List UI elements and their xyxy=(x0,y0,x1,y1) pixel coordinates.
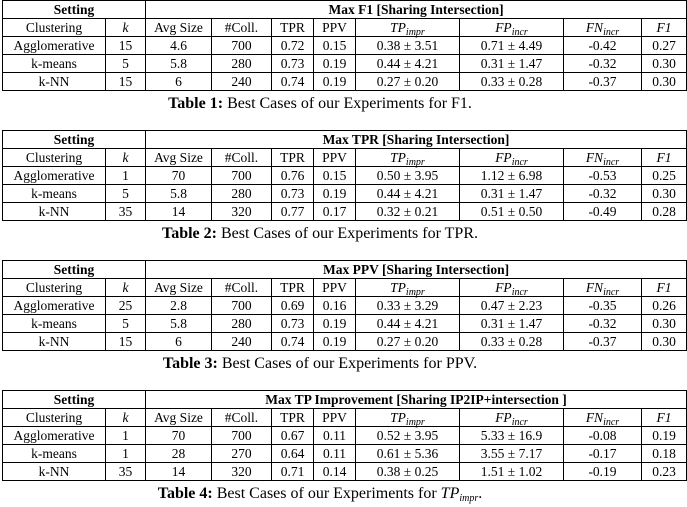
f1-cell: 0.30 xyxy=(642,315,687,333)
fn-incr-header: $FN_{incr}$ xyxy=(564,279,642,297)
ncoll-cell: 700 xyxy=(212,427,272,445)
tpr-cell: 0.69 xyxy=(272,297,314,315)
fn-incr-cell: -0.49 xyxy=(564,203,642,221)
k-cell: 1 xyxy=(106,445,146,463)
f1-cell: 0.25 xyxy=(642,167,687,185)
fp-incr-cell: 3.55 ± 7.17 xyxy=(460,445,564,463)
fp-incr-header: $FP_{incr}$ xyxy=(460,19,564,37)
fp-incr-header: $FP_{incr}$ xyxy=(460,279,564,297)
ncoll-header: #Coll. xyxy=(212,279,272,297)
tp-impr-cell: 0.32 ± 0.21 xyxy=(356,203,460,221)
fn-incr-header: $FN_{incr}$ xyxy=(564,409,642,427)
tp-impr-cell: 0.27 ± 0.20 xyxy=(356,333,460,351)
ncoll-cell: 700 xyxy=(212,37,272,55)
table-row xyxy=(3,427,687,445)
k-header: k xyxy=(106,409,146,427)
k-header: k xyxy=(106,149,146,167)
column-header-row xyxy=(3,279,687,297)
tp-impr-header: $TP_{impr}$ xyxy=(356,279,460,297)
avg-size-header: Avg Size xyxy=(146,409,212,427)
table-4-block xyxy=(0,390,676,504)
avg-size-cell: 14 xyxy=(146,203,212,221)
fn-incr-cell: -0.32 xyxy=(564,185,642,203)
ppv-header: PPV xyxy=(314,279,356,297)
tp-impr-cell: 0.27 ± 0.20 xyxy=(356,73,460,91)
setting-header: Setting xyxy=(3,391,146,409)
avg-size-cell: 5.8 xyxy=(146,55,212,73)
avg-size-header: Avg Size xyxy=(146,279,212,297)
table-row xyxy=(3,73,687,91)
ppv-cell: 0.19 xyxy=(314,333,356,351)
clustering-header: Clustering xyxy=(3,279,106,297)
tpr-header: TPR xyxy=(272,19,314,37)
table-title: Max F1 [Sharing Intersection] xyxy=(146,1,687,19)
k-cell: 15 xyxy=(106,37,146,55)
f1-cell: 0.18 xyxy=(642,445,687,463)
tp-impr-cell: 0.38 ± 0.25 xyxy=(356,463,460,481)
clustering-cell: Agglomerative xyxy=(3,427,106,445)
ncoll-cell: 280 xyxy=(212,185,272,203)
results-table-2 xyxy=(2,130,687,221)
fn-incr-cell: -0.19 xyxy=(564,463,642,481)
ncoll-cell: 320 xyxy=(212,203,272,221)
tp-impr-cell: 0.33 ± 3.29 xyxy=(356,297,460,315)
group-header-row xyxy=(3,391,687,409)
tpr-cell: 0.71 xyxy=(272,463,314,481)
f1-cell: 0.30 xyxy=(642,73,687,91)
column-header-row xyxy=(3,19,687,37)
fn-incr-header: $FN_{incr}$ xyxy=(564,19,642,37)
clustering-header: Clustering xyxy=(3,149,106,167)
avg-size-cell: 6 xyxy=(146,73,212,91)
f1-cell: 0.23 xyxy=(642,463,687,481)
f1-cell: 0.19 xyxy=(642,427,687,445)
ppv-cell: 0.11 xyxy=(314,445,356,463)
k-cell: 15 xyxy=(106,333,146,351)
f1-header: F1 xyxy=(642,19,687,37)
tp-impr-cell: 0.44 ± 4.21 xyxy=(356,55,460,73)
k-cell: 1 xyxy=(106,167,146,185)
fp-incr-cell: 0.71 ± 4.49 xyxy=(460,37,564,55)
fn-incr-cell: -0.37 xyxy=(564,73,642,91)
clustering-cell: k-NN xyxy=(3,333,106,351)
ncoll-cell: 700 xyxy=(212,297,272,315)
setting-header: Setting xyxy=(3,131,146,149)
results-table-4 xyxy=(2,390,687,481)
ppv-cell: 0.19 xyxy=(314,55,356,73)
table-2-block xyxy=(0,130,676,244)
f1-cell: 0.28 xyxy=(642,203,687,221)
tpr-cell: 0.64 xyxy=(272,445,314,463)
f1-cell: 0.30 xyxy=(642,55,687,73)
tpr-header: TPR xyxy=(272,279,314,297)
clustering-cell: k-NN xyxy=(3,463,106,481)
tp-impr-cell: 0.50 ± 3.95 xyxy=(356,167,460,185)
fn-incr-cell: -0.17 xyxy=(564,445,642,463)
ppv-cell: 0.15 xyxy=(314,37,356,55)
ppv-cell: 0.14 xyxy=(314,463,356,481)
fp-incr-header: $FP_{incr}$ xyxy=(460,149,564,167)
ncoll-cell: 240 xyxy=(212,73,272,91)
fn-incr-cell: -0.53 xyxy=(564,167,642,185)
tpr-header: TPR xyxy=(272,149,314,167)
f1-header: F1 xyxy=(642,279,687,297)
k-header: k xyxy=(106,279,146,297)
table-caption: Table 1: Best Cases of our Experiments for F1. xyxy=(168,95,472,112)
k-cell: 15 xyxy=(106,73,146,91)
f1-cell: 0.27 xyxy=(642,37,687,55)
tpr-cell: 0.72 xyxy=(272,37,314,55)
avg-size-cell: 6 xyxy=(146,333,212,351)
ncoll-header: #Coll. xyxy=(212,19,272,37)
fn-incr-cell: -0.37 xyxy=(564,333,642,351)
clustering-cell: Agglomerative xyxy=(3,167,106,185)
tp-impr-cell: 0.44 ± 4.21 xyxy=(356,315,460,333)
table-row xyxy=(3,333,687,351)
table-row xyxy=(3,315,687,333)
table-caption: Table 4: Best Cases of our Experiments for $TP_{impr}$. xyxy=(157,485,483,504)
clustering-cell: k-means xyxy=(3,315,106,333)
setting-header: Setting xyxy=(3,261,146,279)
f1-header: F1 xyxy=(642,409,687,427)
k-cell: 5 xyxy=(106,185,146,203)
table-caption: Table 2: Best Cases of our Experiments for TPR. xyxy=(162,225,478,242)
tpr-header: TPR xyxy=(272,409,314,427)
column-header-row xyxy=(3,149,687,167)
k-cell: 5 xyxy=(106,55,146,73)
ncoll-cell: 280 xyxy=(212,55,272,73)
clustering-cell: k-NN xyxy=(3,203,106,221)
ppv-header: PPV xyxy=(314,149,356,167)
ppv-cell: 0.11 xyxy=(314,427,356,445)
clustering-cell: k-means xyxy=(3,445,106,463)
tp-impr-cell: 0.38 ± 3.51 xyxy=(356,37,460,55)
table-row xyxy=(3,445,687,463)
tpr-cell: 0.73 xyxy=(272,55,314,73)
fp-incr-cell: 0.33 ± 0.28 xyxy=(460,333,564,351)
tp-impr-header: $TP_{impr}$ xyxy=(356,149,460,167)
ncoll-header: #Coll. xyxy=(212,149,272,167)
tpr-cell: 0.67 xyxy=(272,427,314,445)
results-table-3 xyxy=(2,260,687,351)
ppv-cell: 0.16 xyxy=(314,297,356,315)
ppv-cell: 0.15 xyxy=(314,167,356,185)
k-cell: 5 xyxy=(106,315,146,333)
k-header: k xyxy=(106,19,146,37)
clustering-cell: Agglomerative xyxy=(3,37,106,55)
ppv-cell: 0.19 xyxy=(314,315,356,333)
table-title: Max TP Improvement [Sharing IP2IP+intersection ] xyxy=(146,391,687,409)
column-header-row xyxy=(3,409,687,427)
table-1-block xyxy=(0,0,676,114)
fp-incr-header: $FP_{incr}$ xyxy=(460,409,564,427)
ppv-header: PPV xyxy=(314,19,356,37)
fn-incr-cell: -0.32 xyxy=(564,315,642,333)
table-row xyxy=(3,167,687,185)
tp-impr-cell: 0.61 ± 5.36 xyxy=(356,445,460,463)
clustering-cell: k-means xyxy=(3,185,106,203)
clustering-header: Clustering xyxy=(3,409,106,427)
fn-incr-cell: -0.35 xyxy=(564,297,642,315)
fn-incr-cell: -0.42 xyxy=(564,37,642,55)
fp-incr-cell: 1.12 ± 6.98 xyxy=(460,167,564,185)
tpr-cell: 0.74 xyxy=(272,333,314,351)
fp-incr-cell: 0.31 ± 1.47 xyxy=(460,185,564,203)
table-caption: Table 3: Best Cases of our Experiments for PPV. xyxy=(162,355,478,372)
ncoll-header: #Coll. xyxy=(212,409,272,427)
tpr-cell: 0.73 xyxy=(272,315,314,333)
clustering-header: Clustering xyxy=(3,19,106,37)
table-row xyxy=(3,185,687,203)
fp-incr-cell: 5.33 ± 16.9 xyxy=(460,427,564,445)
ppv-cell: 0.19 xyxy=(314,73,356,91)
avg-size-cell: 70 xyxy=(146,167,212,185)
k-cell: 1 xyxy=(106,427,146,445)
results-table-1 xyxy=(2,0,687,91)
avg-size-cell: 5.8 xyxy=(146,185,212,203)
ncoll-cell: 270 xyxy=(212,445,272,463)
table-3-block xyxy=(0,260,676,374)
clustering-cell: k-NN xyxy=(3,73,106,91)
tpr-cell: 0.77 xyxy=(272,203,314,221)
ppv-header: PPV xyxy=(314,409,356,427)
tp-impr-header: $TP_{impr}$ xyxy=(356,409,460,427)
table-row xyxy=(3,37,687,55)
avg-size-header: Avg Size xyxy=(146,19,212,37)
avg-size-cell: 5.8 xyxy=(146,315,212,333)
fp-incr-cell: 0.31 ± 1.47 xyxy=(460,55,564,73)
tp-impr-header: $TP_{impr}$ xyxy=(356,19,460,37)
avg-size-cell: 70 xyxy=(146,427,212,445)
fp-incr-cell: 0.51 ± 0.50 xyxy=(460,203,564,221)
avg-size-cell: 4.6 xyxy=(146,37,212,55)
fn-incr-header: $FN_{incr}$ xyxy=(564,149,642,167)
f1-cell: 0.26 xyxy=(642,297,687,315)
tpr-cell: 0.74 xyxy=(272,73,314,91)
ppv-cell: 0.19 xyxy=(314,185,356,203)
tp-impr-cell: 0.52 ± 3.95 xyxy=(356,427,460,445)
ncoll-cell: 280 xyxy=(212,315,272,333)
tp-impr-cell: 0.44 ± 4.21 xyxy=(356,185,460,203)
clustering-cell: k-means xyxy=(3,55,106,73)
avg-size-cell: 28 xyxy=(146,445,212,463)
avg-size-header: Avg Size xyxy=(146,149,212,167)
fp-incr-cell: 0.47 ± 2.23 xyxy=(460,297,564,315)
ncoll-cell: 320 xyxy=(212,463,272,481)
group-header-row xyxy=(3,131,687,149)
group-header-row xyxy=(3,261,687,279)
tpr-cell: 0.73 xyxy=(272,185,314,203)
fp-incr-cell: 1.51 ± 1.02 xyxy=(460,463,564,481)
table-row xyxy=(3,55,687,73)
f1-cell: 0.30 xyxy=(642,185,687,203)
table-row xyxy=(3,297,687,315)
avg-size-cell: 2.8 xyxy=(146,297,212,315)
table-title: Max TPR [Sharing Intersection] xyxy=(146,131,687,149)
table-title: Max PPV [Sharing Intersection] xyxy=(146,261,687,279)
ncoll-cell: 240 xyxy=(212,333,272,351)
ncoll-cell: 700 xyxy=(212,167,272,185)
fn-incr-cell: -0.32 xyxy=(564,55,642,73)
fp-incr-cell: 0.33 ± 0.28 xyxy=(460,73,564,91)
k-cell: 25 xyxy=(106,297,146,315)
fp-incr-cell: 0.31 ± 1.47 xyxy=(460,315,564,333)
avg-size-cell: 14 xyxy=(146,463,212,481)
ppv-cell: 0.17 xyxy=(314,203,356,221)
f1-header: F1 xyxy=(642,149,687,167)
f1-cell: 0.30 xyxy=(642,333,687,351)
fn-incr-cell: -0.08 xyxy=(564,427,642,445)
k-cell: 35 xyxy=(106,463,146,481)
clustering-cell: Agglomerative xyxy=(3,297,106,315)
table-row xyxy=(3,203,687,221)
k-cell: 35 xyxy=(106,203,146,221)
group-header-row xyxy=(3,1,687,19)
table-row xyxy=(3,463,687,481)
setting-header: Setting xyxy=(3,1,146,19)
tpr-cell: 0.76 xyxy=(272,167,314,185)
